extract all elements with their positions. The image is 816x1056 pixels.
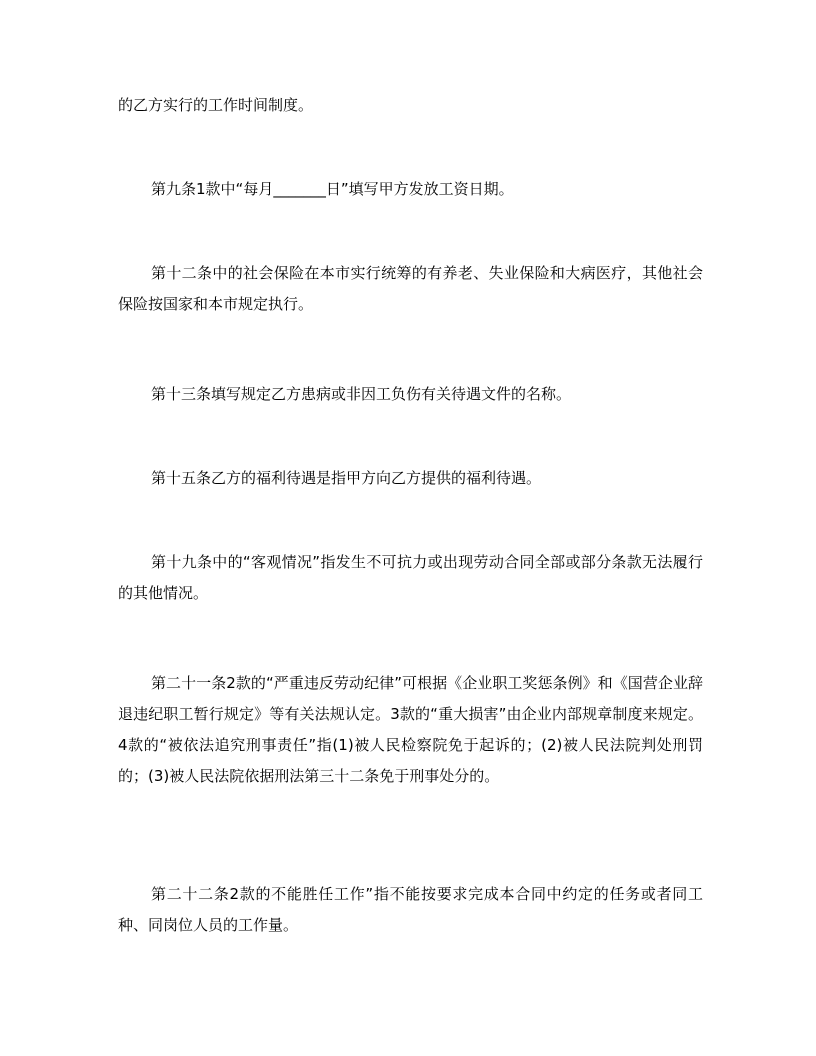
paragraph-work-hours-continuation: 的乙方实行的工作时间制度。 xyxy=(118,96,314,114)
paragraph-article-19: 第十九条中的“客观情况”指发生不可抗力或出现劳动合同全部或部分条款无法履行的其他情况。 xyxy=(118,553,703,602)
paragraph-article-22: 第二十二条2款的不能胜任工作”指不能按要求完成本合同中约定的任务或者同工种、同岗位人员的工作量。 xyxy=(118,885,703,934)
paragraph-article-15: 第十五条乙方的福利待遇是指甲方向乙方提供的福利待遇。 xyxy=(151,469,542,487)
paragraph-article-21: 第二十一条2款的“严重违反劳动纪律”可根据《企业职工奖惩条例》和《国营企业辞退违纪职工暂行规定》等有关法规认定。3款的“重大损害”由企业内部规章制度来规定。4款的“被依法追究刑事责任”指(1)被人民检察院免于起诉的；(2)被人民法院判处刑罚的；(3)被人民法院依据刑法第三十二条免于刑事处分的。 xyxy=(118,674,703,785)
paragraph-article-12: 第十二条中的社会保险在本市实行统筹的有养老、失业保险和大病医疗，其他社会保险按国家和本市规定执行。 xyxy=(118,264,703,313)
paragraph-article-13: 第十三条填写规定乙方患病或非因工负伤有关待遇文件的名称。 xyxy=(151,385,572,403)
paragraph-article-9: 第九条1款中“每月_______日”填写甲方发放工资日期。 xyxy=(151,180,514,198)
